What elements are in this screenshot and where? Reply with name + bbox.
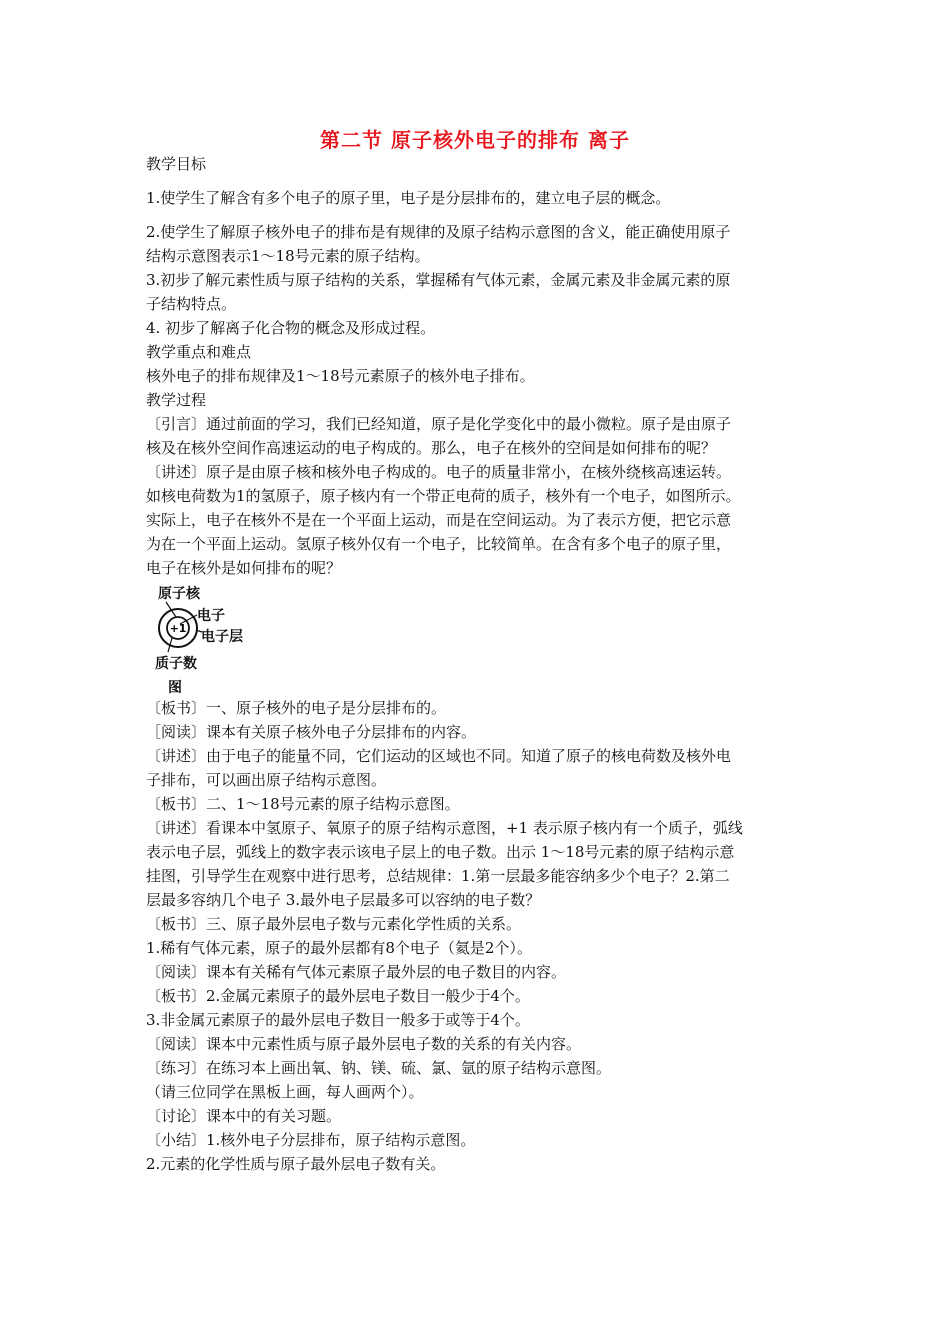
goal-1: 1.使学生了解含有多个电子的原子里，电子是分层排布的，建立电子层的概念。 (146, 189, 671, 207)
exercise: 〔练习〕在练习本上画出氧、钠、镁、硫、氯、氩的原子结构示意图。 (146, 1059, 612, 1077)
goal-3-line-2: 子结构特点。 (146, 295, 237, 313)
board-2: 〔板书〕二、1～18号元素的原子结构示意图。 (146, 795, 460, 813)
board-3: 〔板书〕三、原子最外层电子数与元素化学性质的关系。 (146, 915, 522, 933)
lecture2-line-2: 子排布，可以画出原子结构示意图。 (146, 771, 387, 789)
exercise-note: （请三位同学在黑板上画，每人画两个）。 (146, 1083, 424, 1101)
lecture3-line-1: 〔讲述〕看课本中氢原子、氧原子的原子结构示意图，+1 表示原子核内有一个质子，弧线 (146, 819, 743, 837)
item-3: 3.非金属元素原子的最外层电子数目一般多于或等于4个。 (146, 1011, 530, 1029)
goals-heading: 教学目标 (146, 155, 207, 173)
discussion: 〔讨论〕课本中的有关习题。 (146, 1107, 342, 1125)
intro-line-2: 核及在核外空间作高速运动的电子构成的。那么，电子在核外的空间是如何排布的呢？ (146, 439, 717, 457)
read-3: 〔阅读〕课本中元素性质与原子最外层电子数的关系的有关内容。 (146, 1035, 582, 1053)
page-title: 第二节 原子核外电子的排布 离子 (320, 128, 630, 152)
goal-4: 4. 初步了解离子化合物的概念及形成过程。 (146, 319, 436, 337)
nucleus-label: 原子核 (158, 586, 200, 602)
read-1: ［阅读〕课本有关原子核外电子分层排布的内容。 (146, 723, 477, 741)
lecture1-line-1: 〔讲述〕原子是由原子核和核外电子构成的。电子的质量非常小，在核外绕核高速运转。 (146, 463, 732, 481)
item-1: 1.稀有气体元素，原子的最外层都有8个电子（氦是2个）。 (146, 939, 532, 957)
read-2: 〔阅读〕课本有关稀有气体元素原子最外层的电子数目的内容。 (146, 963, 567, 981)
board-1: 〔板书〕一、原子核外的电子是分层排布的。 (146, 699, 447, 717)
key-points-text: 核外电子的排布规律及1～18号元素原子的核外电子排布。 (146, 367, 535, 385)
process-heading: 教学过程 (146, 391, 207, 409)
lecture1-line-3: 实际上，电子在核外不是在一个平面上运动，而是在空间运动。为了表示方便，把它示意 (146, 511, 732, 529)
lecture3-line-3: 挂图，引导学生在观察中进行思考，总结规律：1.第一层最多能容纳多少个电子？2.第二 (146, 867, 730, 885)
document-body (146, 152, 816, 1176)
key-points-heading: 教学重点和难点 (146, 343, 252, 361)
lecture1-line-5: 电子在核外是如何排布的呢？ (146, 559, 342, 577)
lecture2-line-1: 〔讲述〕由于电子的能量不同，它们运动的区域也不同。知道了原子的核电荷数及核外电 (146, 747, 732, 765)
lecture3-line-4: 层最多容纳几个电子 3.最外电子层最多可以容纳的电子数？ (146, 891, 541, 909)
figure-caption: 图 (168, 680, 182, 696)
summary-1: 〔小结〕1.核外电子分层排布，原子结构示意图。 (146, 1131, 476, 1149)
lecture1-line-4: 为在一个平面上运动。氢原子核外仅有一个电子，比较简单。在含有多个电子的原子里， (146, 535, 732, 553)
lecture3-line-2: 表示电子层，弧线上的数字表示该电子层上的电子数。出示 1～18号元素的原子结构示意 (146, 843, 735, 861)
summary-2: 2.元素的化学性质与原子最外层电子数有关。 (146, 1155, 446, 1173)
lecture1-line-2: 如核电荷数为1的氢原子，原子核内有一个带正电荷的质子，核外有一个电子，如图所示。 (146, 487, 741, 505)
goal-3-line-1: 3.初步了解元素性质与原子结构的关系，掌握稀有气体元素，金属元素及非金属元素的原 (146, 271, 731, 289)
board-4: 〔板书〕2.金属元素原子的最外层电子数目一般少于4个。 (146, 987, 530, 1005)
nucleus-charge-text: +1 (169, 622, 187, 635)
goal-2-line-2: 结构示意图表示1～18号元素的原子结构。 (146, 247, 430, 265)
electron-label: 电子 (197, 608, 225, 624)
hydrogen-atom-diagram (150, 582, 270, 694)
goal-2-line-1: 2.使学生了解原子核外电子的排布是有规律的及原子结构示意图的含义，能正确使用原子 (146, 223, 731, 241)
shell-label: 电子层 (201, 629, 243, 645)
intro-line-1: 〔引言〕通过前面的学习，我们已经知道，原子是化学变化中的最小微粒。原子是由原子 (146, 415, 732, 433)
proton-number-label: 质子数 (155, 656, 197, 672)
